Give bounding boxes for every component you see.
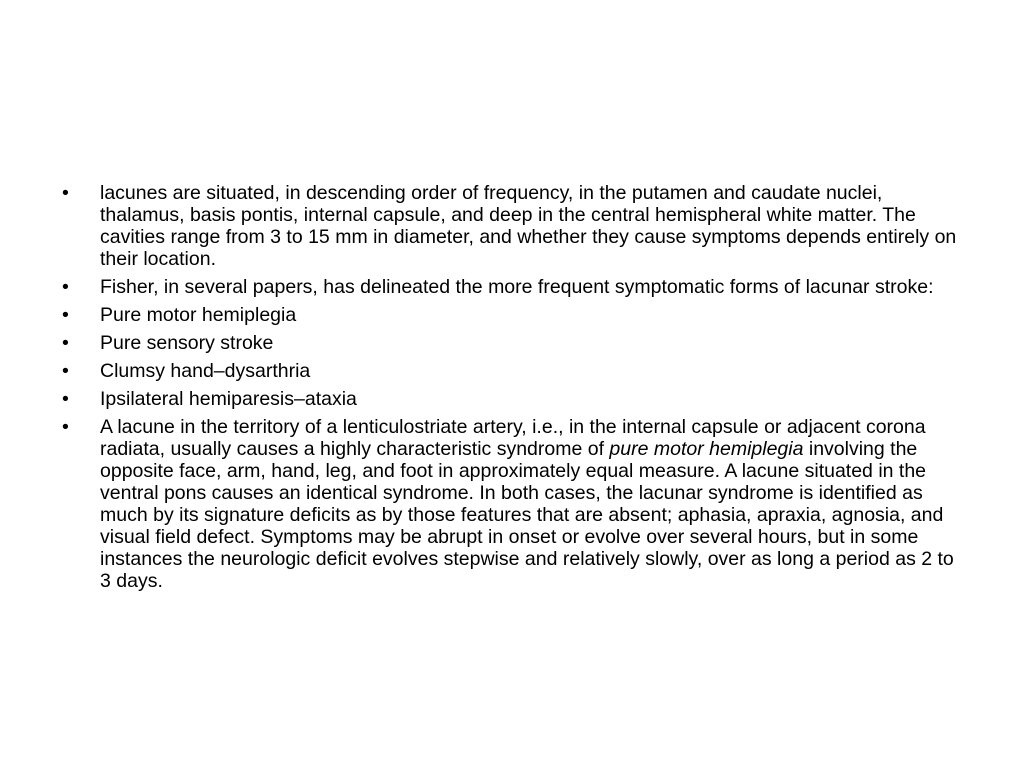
bullet-mark: • (62, 388, 69, 410)
bullet-item-lenticulostriate (62, 416, 962, 592)
bullet-text: Pure sensory stroke (100, 332, 274, 354)
bullet-text: Ipsilateral hemiparesis–ataxia (100, 388, 357, 410)
bullet-text: Fisher, in several papers, has delineated the more frequent symptomatic forms of lacunar stroke: (100, 276, 934, 298)
bullet-text: lacunes are situated, in descending order of frequency, in the putamen and caudate nuclei, thalamus, basis pontis, internal capsule, and deep in the central hemispheral white matter. The cavities range from 3 to 15 mm in diameter, and whether they cause symptoms depends entirely on their location. (100, 182, 957, 270)
bullet-mark: • (62, 332, 69, 354)
bullet-mark: • (62, 276, 69, 298)
bullet-list (62, 182, 962, 598)
bullet-text (100, 416, 962, 592)
bullet-item-fisher (62, 276, 962, 298)
bullet-text-before: A lacune in the territory of a lenticulostriate artery, i.e., in the internal capsule or adjacent corona radiata, usually causes a highly characteristic syndrome of (100, 416, 926, 460)
bullet-item-pure-motor (62, 304, 962, 326)
bullet-mark: • (62, 182, 69, 204)
bullet-item-ipsilateral (62, 388, 962, 410)
bullet-text-italic: pure motor hemiplegia (609, 438, 804, 460)
bullet-text: Pure motor hemiplegia (100, 304, 297, 326)
bullet-item-lacune-locations (62, 182, 962, 270)
bullet-text: Clumsy hand–dysarthria (100, 360, 311, 382)
bullet-mark: • (62, 360, 69, 382)
bullet-mark: • (62, 304, 69, 326)
bullet-mark: • (62, 416, 69, 438)
bullet-item-pure-sensory (62, 332, 962, 354)
bullet-text-after: involving the opposite face, arm, hand, leg, and foot in approximately equal measure. A lacune situated in the ventral pons causes an identical syndrome. In both cases, the lacunar syndrome is identified as much by its signature deficits as by those features that are absent; aphasia, apraxia, agnosia, and visual field defect. Symptoms may be abrupt in onset or evolve over several hours, but in some instances the neurologic deficit evolves stepwise and relatively slowly, over as long a period as 2 to 3 days. (100, 438, 954, 592)
bullet-item-clumsy-hand (62, 360, 962, 382)
